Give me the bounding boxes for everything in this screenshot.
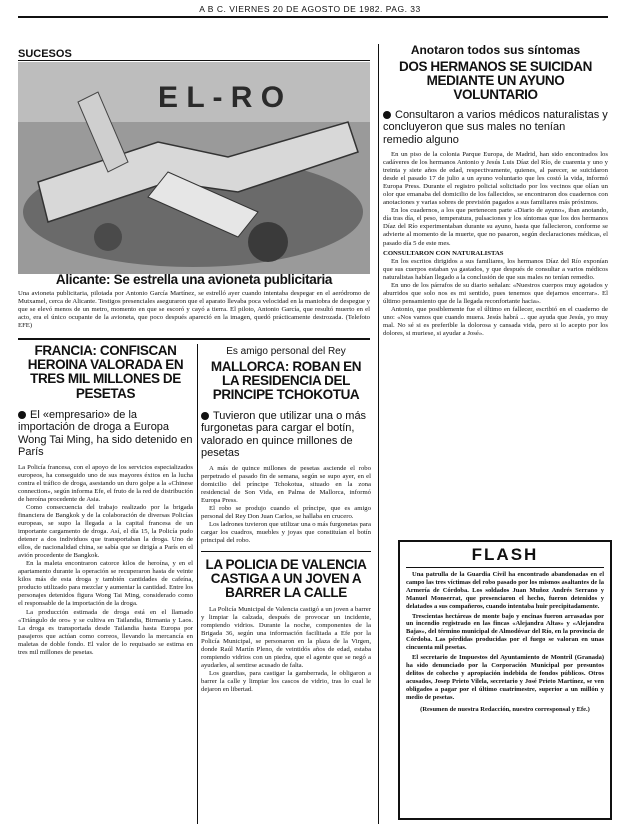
masthead: A B C. VIERNES 20 DE AGOSTO DE 1982. PAG. 33	[199, 4, 421, 14]
section-rule	[18, 60, 370, 61]
francia-body: La Policía francesa, con el apoyo de los servicios especializados europeos, ha conseguido uno de sus mayores éxitos en la lucha contra el tráfico de droga, asestando un duro golpe a la «Chinese connection», según informa Efe, el fruto de la red de distribución de heroína procedente de Asia. Como consecuencia del trabajo realizado por la brigada financiera de Bangkok y de la colaboración de diversas Policías europeas, se supo la llegada a la capital francesa de un importante cargamento de droga. Así, el día 15, la Policía pudo detener a dos individuos que transportaban la droga. Uno de ellos, de nacionalidad china, se sabía que se dirigía a París en el avión procedente de Bangkok. En la maleta encontraron catorce kilos de heroína, y en el apartamento durante la operación se recuperaron hasta de veinte kilos más de esta droga y también cantidades de cafeína, producto utilizado para mezclar y aumentar la cantidad. Entre los personajes detenidos figura Wong Tai Ming, considerado como el responsable de la importación de la droga. La producción estimada de droga está en el llamado «Triángulo de oro» y se cultiva en Tailandia, Birmania y Laos. La droga es transportada desde Tailandia hasta Europa por pasajeros que actúan como correos, llevando la mercancía en maletas de doble fondo. El valor de lo requisado se estima en tres mil millones de pesetas.	[18, 463, 193, 656]
anorexia-kicker: Anotaron todos sus síntomas	[410, 43, 581, 57]
bullet-icon	[383, 111, 391, 119]
masthead-rule	[18, 16, 608, 18]
article-anorexia	[383, 43, 608, 338]
valencia-top-rule	[201, 551, 371, 552]
francia-headline: FRANCIA: CONFISCAN HEROINA VALORADA EN TRES MIL MILLONES DE PESETAS	[27, 343, 184, 401]
photo-headline: Alicante: Se estrella una avioneta publicitaria	[55, 272, 333, 287]
article-francia	[18, 344, 193, 657]
valencia-body: La Policía Municipal de Valencia castigó a un joven a barrer y limpiar la calzada, después de provocar un incidente, rompiendo vidrios. Durante la noche, componentes de la Brigada 36, según una información facilitada a Efe por la Policía Municipal, se personaron en la plaza de la Virgen, donde Raúl Martín Pleno, de veintidós años de edad, estaba rompiendo vidrios con un piedra, que el agente que se negó a ayudarles, al sentirse acusado de falta. Los guardias, para castigar la gamberrada, le obligaron a barrer la calle y limpiar los cascos de vidrio, tras lo cual le dejaron en libertad.	[201, 605, 371, 693]
flash-item: El secretario de Impuestos del Ayuntamiento de Montril (Granada) ha sido denunciado por la Corporación Municipal por presuntos delitos de cohecho y apropiación indebida de fondos públicos. Otros acusados, Josep Prieto Vilela, secretario y José Prieto Martínez, se ven obligados a pagar por el último cuatrimestre, superior a un millón y medio de pesetas.	[406, 654, 604, 701]
anorexia-summary: Consultaron a varios médicos naturalistas y concluyeron que sus males no tenían remedio alguno	[383, 108, 608, 146]
mallorca-summary: Tuvieron que utilizar una o más furgonetas para cargar el botín, valorado en quince millones de pesetas	[201, 409, 367, 460]
mallorca-kicker: Es amigo personal del Rey	[226, 346, 346, 357]
flash-item: Trescientas hectáreas de monte bajo y encinas fueron arrasadas por un incendio registrado en las fincas «Alejandra Altas» y «Alejandra Bajas», del término municipal de Almodóvar del Río, en la provincia de Córdoba. Las pérdidas producidas por el fuego se valoran en unas cincuenta mil pesetas.	[406, 612, 604, 652]
plane-crash-photo	[18, 62, 370, 274]
mallorca-headline: MALLORCA: ROBAN EN LA RESIDENCIA DEL PRINCIPE TCHOKOTUA	[210, 359, 362, 403]
section-label: SUCESOS	[18, 48, 72, 60]
column-divider-2	[378, 44, 379, 824]
crash-wreckage-illustration	[18, 62, 370, 274]
flash-title: FLASH	[471, 545, 539, 564]
anorexia-subhead: CONSULTARON CON NATURALISTAS	[383, 249, 504, 257]
flash-item: Una patrulla de la Guardia Civil ha encontrado abandonadas en el campo las tres víctimas del robo pasado por los mismos asaltantes de la Armería de Córdoba. Los soldados Juan Muñoz Andrés Serrano y Manuel Monserrat, que presenciaron el hecho, fueron detenidos y delatados a sus compañeros, cuando intentaba huir precipitadamente.	[406, 571, 604, 610]
mallorca-body: A más de quince millones de pesetas asciende el robo perpetrado el pasado fin de semana, según se supo ayer, en el domicilio del príncipe Tchokotua, situado en la zona residencial de Son Vida, en Palma de Mallorca, informó Europa Press. El robo se produjo cuando el príncipe, que es amigo personal del Rey Don Juan Carlos, se hallaba en crucero. Los ladrones tuvieron que utilizar una o más furgonetas para cargar los cuadros, muebles y joyas que constituían el botín principal del robo.	[201, 464, 371, 544]
bullet-icon	[18, 411, 26, 419]
flash-title-rule	[406, 567, 604, 568]
flash-body	[406, 571, 604, 713]
valencia-headline: LA POLICIA DE VALENCIA CASTIGA A UN JOVEN A BARRER LA CALLE	[205, 556, 367, 601]
photo-caption: Una avioneta publicitaria, pilotada por Antonio García Martínez, se estrelló ayer cuando intentaba despegar en el aeródromo de Mutxamel, cerca de Alicante. Testigos presenciales aseguraron que el aparato llevaba poca velocidad en la maniobra de despegue y que se elevó menos de un metro, momento en que se escoró y cayó a tierra. El piloto, Antonio García, que resultó muerto en el acto, era el único ocupante de la avioneta, que poco después apareció en la imagen, quedó prácticamente destrozada. (Telefoto EFE)	[18, 290, 370, 330]
anorexia-body: En un piso de la colonia Parque Europa, de Madrid, han sido encontrados los cadáveres de los hermanos Antonio y Jesús Luis Díaz del Río, de cuarenta y uno y treinta y siete años de edad, respectivamente, quienes, al parecer, se suicidaron desde el pasado 17 de julio a un ayuno voluntario que les costó la vida, informó Europa Press. Durante el registro policial solicitado por los vecinos que olían un olor que emanaba del domicilio de los fallecidos, se encontraron dos cuadernos con anotaciones y varias sobres de previsión pagados a sus familiares más próximos. En los cuadernos, a los que pertenecen parte «Diario de ayuno», iban anotando, día tras día, el peso, temperatura, pulsaciones y los síntomas que los dos hermanos Díaz del Río experimentaban durante su ayuno, hasta que fallecieron, conforme se advierte al momento de la muerte, que no pasaron, según declaraciones médicas, el pasado día 5 de este mes. CONSULTARON CON NATURALISTAS En los escritos dirigidos a sus familiares, los hermanos Díaz del Río exponían que sus cuerpos estaban ya gastados, y que después de consultar a varios médicos naturalistas habían llegado a la conclusión de que sus males no tenían remedio. En uno de los párrafos de su diario señalan: «Nuestros cuerpos muy agotados y aburridos que solo nos es mi sentido, pues tenemos que dejarnos encerrar». El último pensamiento que de la llegada reconfortante hacia». Antonio, que posiblemente fue el último en fallecer, escribió en el cuaderno de uno: «Nos vamos que cuando muera. Jesús habrá ... que ayuda que Jesús, yo muy mal. No sé si es preferible la dolorosa y cansada vida, pero si lo acepto por los dolores, si muriese, si ayudar a José».	[383, 151, 608, 338]
anorexia-headline: DOS HERMANOS SE SUICIDAN MEDIANTE UN AYUNO VOLUNTARIO	[399, 59, 592, 103]
photo-bottom-rule	[18, 338, 370, 340]
francia-summary: El «empresario» de la importación de droga a Europa Wong Tai Ming, ha sido detenido en París	[18, 408, 193, 459]
svg-text:E L - R O: E L - R O	[158, 81, 285, 114]
bullet-icon	[201, 412, 209, 420]
column-divider-1	[197, 344, 198, 824]
flash-signoff: (Resumen de nuestra Redacción, nuestro corresponsal y Efe.)	[420, 705, 590, 713]
flash-box	[398, 540, 612, 820]
article-mallorca	[201, 346, 371, 694]
